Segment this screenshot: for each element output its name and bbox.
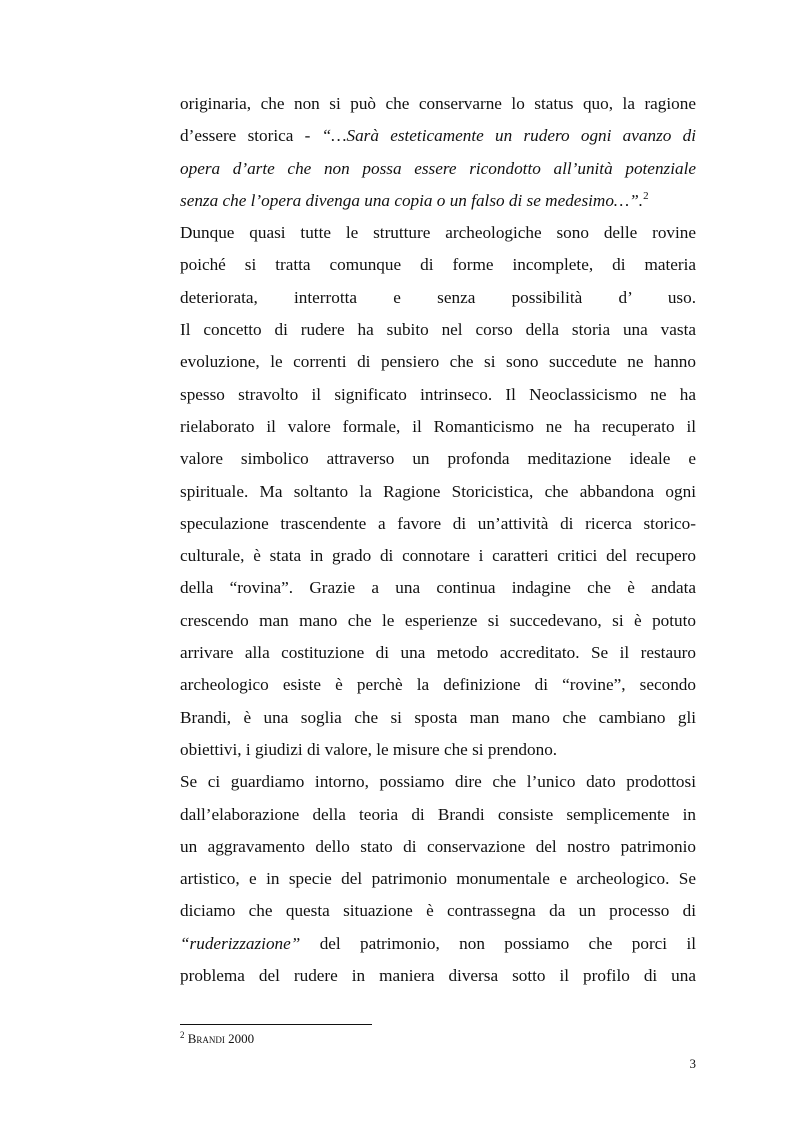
text-line: archeologico esiste è perchè la definizione di “rovine”, secondo xyxy=(180,675,696,695)
text-line: dall’elaborazione della teoria di Brandi consiste semplicemente in xyxy=(180,804,696,824)
text-line: deteriorata, interrotta e senza possibilità d’ uso. xyxy=(180,287,696,307)
text-line: arrivare alla costituzione di una metodo accreditato. Se il restauro xyxy=(180,643,696,663)
text-line: spesso stravolto il significato intrinseco. Il Neoclassicismo ne ha xyxy=(180,384,696,404)
text-line: culturale, è stata in grado di connotare i caratteri critici del recupero xyxy=(180,546,696,566)
footnote xyxy=(180,1031,254,1047)
text-line: obiettivi, i giudizi di valore, le misure che si prendono. xyxy=(180,739,558,759)
text-line: della “rovina”. Grazie a una continua indagine che è andata xyxy=(180,578,696,598)
text-line: valore simbolico attraverso un profonda meditazione ideale e xyxy=(180,449,696,469)
footnote-divider xyxy=(180,1024,372,1025)
text-line: originaria, che non si può che conservarne lo status quo, la ragione xyxy=(180,94,696,113)
text-line: Brandi, è una soglia che si sposta man mano che cambiano gli xyxy=(180,707,696,727)
footnote-marker: 2 xyxy=(643,189,649,202)
text-line: Se ci guardiamo intorno, possiamo dire che l’unico dato prodottosi xyxy=(180,772,696,792)
text-line xyxy=(180,928,696,960)
text-run: d’essere storica - xyxy=(180,126,311,146)
text-line: artistico, e in specie del patrimonio monumentale e archeologico. Se xyxy=(180,869,696,889)
text-line: rielaborato il valore formale, il Romanticismo ne ha recuperato il xyxy=(180,416,696,436)
footnote-number: 2 xyxy=(180,1030,185,1040)
text-line: diciamo che questa situazione è contrassegna da un processo di xyxy=(180,901,696,921)
text-run: del patrimonio, non possiamo che porci il xyxy=(300,933,696,953)
emphasis-run: “ruderizzazione” xyxy=(180,933,301,953)
footnote-year: 2000 xyxy=(228,1031,255,1046)
body-text xyxy=(180,88,696,992)
text-line: crescendo man mano che le esperienze si succedevano, si è potuto xyxy=(180,610,696,630)
text-line: speculazione trascendente a favore di un’attività di ricerca storico- xyxy=(180,513,696,533)
quote-run: senza che l’opera divenga una copia o un falso di se medesimo…”. xyxy=(180,190,644,210)
quote-line: opera d’arte che non possa essere ricondotto all’unità potenziale xyxy=(180,158,696,178)
text-line: Il concetto di rudere ha subito nel corso della storia una vasta xyxy=(180,320,696,340)
text-line: problema del rudere in maniera diversa sotto il profilo di una xyxy=(180,966,696,986)
text-line: evoluzione, le correnti di pensiero che si sono succedute ne hanno xyxy=(180,352,696,372)
quote-run: “…Sarà esteticamente un rudero ogni avanzo di xyxy=(321,126,697,146)
page-number: 3 xyxy=(689,1056,696,1071)
footnote-author: Brandi xyxy=(187,1031,225,1046)
text-line xyxy=(180,120,696,152)
quote-line xyxy=(180,185,696,217)
text-line: un aggravamento dello stato di conservazione del nostro patrimonio xyxy=(180,836,696,856)
text-line: poiché si tratta comunque di forme incomplete, di materia xyxy=(180,255,696,275)
text-line: Dunque quasi tutte le strutture archeologiche sono delle rovine xyxy=(180,223,696,243)
text-line: spirituale. Ma soltanto la Ragione Storicistica, che abbandona ogni xyxy=(180,481,696,501)
